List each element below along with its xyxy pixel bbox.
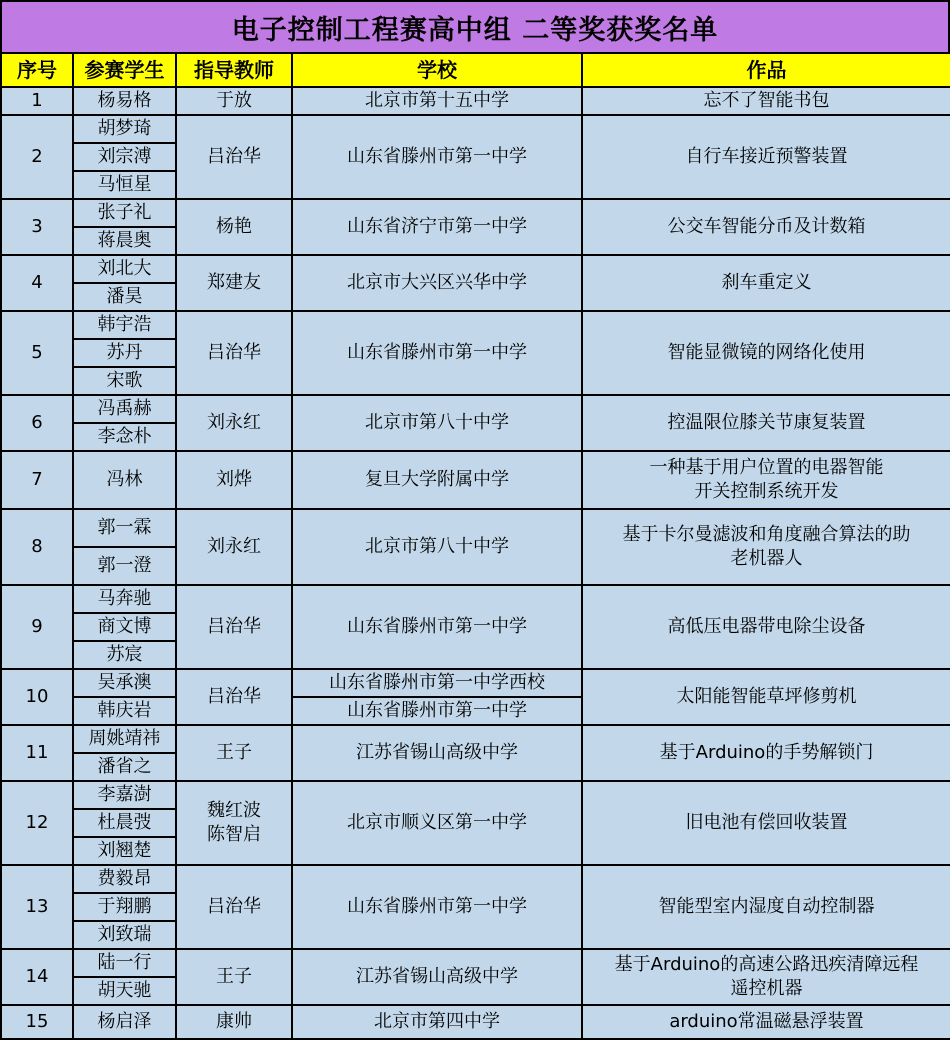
work-title <box>582 451 950 509</box>
work-title <box>582 865 950 949</box>
table-row <box>1 311 950 339</box>
work-title <box>582 509 950 585</box>
cell-line: 吕治华 <box>207 896 261 917</box>
student-name: 刘北大 <box>73 255 176 283</box>
cell-line: 北京市第八十中学 <box>365 536 509 557</box>
student-name: 蒋晨奥 <box>73 227 176 255</box>
teacher-name <box>176 87 292 115</box>
cell-line: 于放 <box>216 90 252 111</box>
student-name: 费毅昂 <box>73 865 176 893</box>
student-name: 周姚靖祎 <box>73 725 176 753</box>
page-title: 电子控制工程赛高中组 二等奖获奖名单 <box>0 0 950 52</box>
cell-line: 开关控制系统开发 <box>694 481 839 502</box>
school-name <box>292 395 582 451</box>
work-title <box>582 199 950 255</box>
table-row <box>1 509 950 547</box>
table-row <box>1 199 950 227</box>
header-no: 序号 <box>1 53 73 87</box>
work-title <box>582 669 950 725</box>
teacher-name <box>176 865 292 949</box>
teacher-name <box>176 781 292 865</box>
school-name <box>292 585 582 669</box>
school-name <box>292 949 582 1005</box>
table-row <box>1 585 950 613</box>
student-name: 胡梦琦 <box>73 115 176 143</box>
teacher-name <box>176 199 292 255</box>
teacher-name <box>176 451 292 509</box>
student-name: 李念朴 <box>73 423 176 451</box>
cell-line: 吕治华 <box>207 146 261 167</box>
student-name: 苏丹 <box>73 339 176 367</box>
entry-number: 2 <box>1 115 73 199</box>
header-teacher: 指导教师 <box>176 53 292 87</box>
entry-number: 11 <box>1 725 73 781</box>
cell-line: 吕治华 <box>207 342 261 363</box>
school-name <box>292 115 582 199</box>
student-name: 刘致瑞 <box>73 921 176 949</box>
cell-line: 山东省滕州市第一中学 <box>347 146 527 167</box>
student-name: 李嘉澍 <box>73 781 176 809</box>
school-name <box>292 1005 582 1039</box>
table-row <box>1 255 950 283</box>
student-name: 潘昊 <box>73 283 176 311</box>
cell-line: 刘烨 <box>216 469 252 490</box>
entry-number: 13 <box>1 865 73 949</box>
cell-line: 刘永红 <box>207 536 261 557</box>
table-row <box>1 669 950 697</box>
entry-number: 3 <box>1 199 73 255</box>
table-row <box>1 87 950 115</box>
work-title <box>582 585 950 669</box>
cell-line: 智能显微镜的网络化使用 <box>667 342 866 363</box>
teacher-name <box>176 725 292 781</box>
teacher-name <box>176 509 292 585</box>
school-name <box>292 865 582 949</box>
student-name: 郭一霖 <box>73 509 176 547</box>
header-school: 学校 <box>292 53 582 87</box>
cell-line: 魏红波 <box>207 800 261 821</box>
student-name: 张子礼 <box>73 199 176 227</box>
cell-line: 旧电池有偿回收装置 <box>685 812 848 833</box>
table-row <box>1 725 950 753</box>
school-name <box>292 87 582 115</box>
cell-line: 王子 <box>216 966 252 987</box>
teacher-name <box>176 949 292 1005</box>
student-name: 郭一澄 <box>73 547 176 585</box>
cell-line: 郑建友 <box>207 272 261 293</box>
student-name: 潘省之 <box>73 753 176 781</box>
work-title <box>582 87 950 115</box>
table-row <box>1 395 950 423</box>
cell-line: 山东省滕州市第一中学 <box>347 616 527 637</box>
student-name: 吴承澳 <box>73 669 176 697</box>
cell-line: 刘永红 <box>207 412 261 433</box>
cell-line: 智能型室内湿度自动控制器 <box>658 896 875 917</box>
student-name: 杨易格 <box>73 87 176 115</box>
cell-line: 北京市第四中学 <box>374 1011 500 1032</box>
student-name: 韩庆岩 <box>73 697 176 725</box>
work-title <box>582 725 950 781</box>
student-name: 冯林 <box>73 451 176 509</box>
cell-line: 山东省滕州市第一中学 <box>347 342 527 363</box>
work-title <box>582 115 950 199</box>
cell-line: 北京市第十五中学 <box>365 90 509 111</box>
student-name: 马恒星 <box>73 171 176 199</box>
cell-line: 基于卡尔曼滤波和角度融合算法的助 <box>622 524 911 545</box>
cell-line: 基于Arduino的手势解锁门 <box>659 742 874 763</box>
cell-line: 一种基于用户位置的电器智能 <box>649 457 884 478</box>
cell-line: 遥控机器 <box>730 978 803 999</box>
cell-line: 太阳能智能草坪修剪机 <box>676 686 857 707</box>
teacher-name <box>176 115 292 199</box>
header-work: 作品 <box>582 53 950 87</box>
school-name: 山东省滕州市第一中学 <box>292 697 582 725</box>
teacher-name <box>176 255 292 311</box>
school-name: 山东省滕州市第一中学西校 <box>292 669 582 697</box>
entry-number: 6 <box>1 395 73 451</box>
entry-number: 9 <box>1 585 73 669</box>
entry-number: 14 <box>1 949 73 1005</box>
student-name: 宋歌 <box>73 367 176 395</box>
entry-number: 12 <box>1 781 73 865</box>
student-name: 苏宸 <box>73 641 176 669</box>
cell-line: 北京市第八十中学 <box>365 412 509 433</box>
work-title <box>582 949 950 1005</box>
teacher-name <box>176 669 292 725</box>
teacher-name <box>176 395 292 451</box>
student-name: 马奔驰 <box>73 585 176 613</box>
work-title <box>582 311 950 395</box>
cell-line: 公交车智能分币及计数箱 <box>667 216 866 237</box>
student-name: 于翔鹏 <box>73 893 176 921</box>
table-row <box>1 451 950 509</box>
header-row <box>1 53 950 87</box>
student-name: 陆一行 <box>73 949 176 977</box>
cell-line: 自行车接近预警装置 <box>685 146 848 167</box>
cell-line: 王子 <box>216 742 252 763</box>
school-name <box>292 255 582 311</box>
student-name: 杜晨弢 <box>73 809 176 837</box>
entry-number: 8 <box>1 509 73 585</box>
work-title <box>582 255 950 311</box>
cell-line: 山东省济宁市第一中学 <box>347 216 527 237</box>
cell-line: 江苏省锡山高级中学 <box>356 742 518 763</box>
cell-line: 杨艳 <box>216 216 252 237</box>
cell-line: 高低压电器带电除尘设备 <box>667 616 866 637</box>
entry-number: 1 <box>1 87 73 115</box>
school-name <box>292 725 582 781</box>
teacher-name <box>176 311 292 395</box>
student-name: 冯禹赫 <box>73 395 176 423</box>
table-row <box>1 865 950 893</box>
teacher-name <box>176 1005 292 1039</box>
cell-line: 康帅 <box>216 1011 252 1032</box>
table-row <box>1 115 950 143</box>
cell-line: 江苏省锡山高级中学 <box>356 966 518 987</box>
school-name <box>292 451 582 509</box>
work-title <box>582 781 950 865</box>
cell-line: 基于Arduino的高速公路迅疾清障远程 <box>614 954 919 975</box>
student-name: 胡天驰 <box>73 977 176 1005</box>
student-name: 杨启泽 <box>73 1005 176 1039</box>
cell-line: 老机器人 <box>730 548 803 569</box>
student-name: 刘翘楚 <box>73 837 176 865</box>
cell-line: 吕治华 <box>207 686 261 707</box>
cell-line: 刹车重定义 <box>721 272 812 293</box>
student-name: 商文博 <box>73 613 176 641</box>
cell-line: 复旦大学附属中学 <box>365 469 509 490</box>
cell-line: 忘不了智能书包 <box>703 90 830 111</box>
work-title <box>582 395 950 451</box>
work-title <box>582 1005 950 1039</box>
table-row <box>1 949 950 977</box>
table-row <box>1 1005 950 1039</box>
entry-number: 10 <box>1 669 73 725</box>
student-name: 韩宇浩 <box>73 311 176 339</box>
school-name <box>292 509 582 585</box>
cell-line: 山东省滕州市第一中学 <box>347 896 527 917</box>
entry-number: 15 <box>1 1005 73 1039</box>
school-name <box>292 781 582 865</box>
header-students: 参赛学生 <box>73 53 176 87</box>
table-row <box>1 781 950 809</box>
award-table <box>0 52 950 1040</box>
cell-line: 控温限位膝关节康复装置 <box>667 412 866 433</box>
cell-line: arduino常温磁悬浮装置 <box>669 1011 864 1032</box>
school-name <box>292 199 582 255</box>
entry-number: 5 <box>1 311 73 395</box>
entry-number: 4 <box>1 255 73 311</box>
cell-line: 北京市大兴区兴华中学 <box>347 272 527 293</box>
table-body <box>1 87 950 1039</box>
cell-line: 北京市顺义区第一中学 <box>347 812 527 833</box>
cell-line: 吕治华 <box>207 616 261 637</box>
school-name <box>292 311 582 395</box>
cell-line: 陈智启 <box>207 824 261 845</box>
student-name: 刘宗溥 <box>73 143 176 171</box>
entry-number: 7 <box>1 451 73 509</box>
teacher-name <box>176 585 292 669</box>
